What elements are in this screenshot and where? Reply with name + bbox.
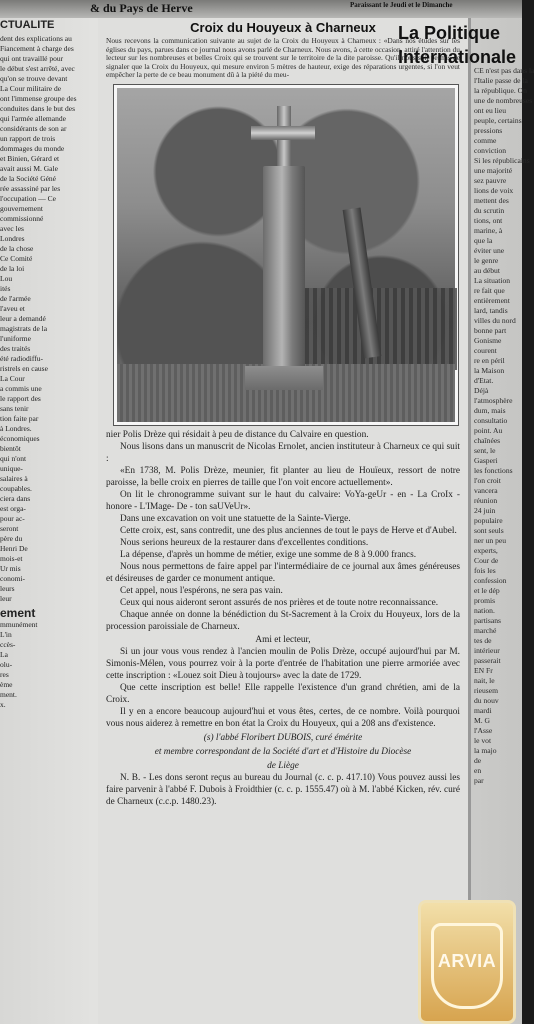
text-fragment: ont l'immense groupe des (0, 94, 77, 103)
text-fragment: re en péril (474, 356, 505, 365)
article-paragraph: Que cette inscription est belle! Elle rappelle l'existence d'un grand chrétien, ami de la Croix. (106, 682, 460, 705)
text-fragment: ont eu lieu (474, 106, 507, 115)
article-paragraph: Ami et lecteur, (255, 634, 311, 645)
article-headline: Croix du Houyeux à Charneux (190, 20, 376, 35)
text-fragment: en (474, 766, 482, 775)
text-fragment: ristrels en cause (0, 364, 48, 373)
text-fragment: qui n'ont (0, 454, 27, 463)
text-fragment: nait, le (474, 676, 495, 685)
text-fragment: salaires à (0, 474, 28, 483)
text-fragment: l'Italie passe de la (474, 76, 528, 85)
left-column (0, 18, 95, 1024)
text-fragment: passerait (474, 656, 501, 665)
text-fragment: villes du nord (474, 316, 516, 325)
text-fragment: partisans (474, 616, 501, 625)
text-fragment: nation. (474, 606, 495, 615)
left-column-text (0, 34, 95, 604)
text-fragment: par (474, 776, 484, 785)
text-fragment: intérieur (474, 646, 500, 655)
text-fragment: de l'armée (0, 294, 31, 303)
text-fragment: res (0, 670, 9, 679)
article-paragraph: nier Polis Drèze qui résidait à peu de distance du Calvaire en question. (106, 429, 369, 440)
text-fragment: lard, tandis (474, 306, 508, 315)
text-fragment: l'Asse (474, 726, 493, 735)
text-fragment: la majo (474, 746, 497, 755)
text-fragment: rieusem (474, 686, 499, 695)
article-signature-line: de Liège (267, 760, 299, 771)
text-fragment: père du (0, 534, 23, 543)
text-fragment: comme (474, 136, 497, 145)
text-fragment: à Londres. (0, 424, 32, 433)
arvia-watermark-badge (418, 900, 516, 1024)
text-fragment: et Binien, Gérard et (0, 154, 60, 163)
article-paragraph: La dépense, d'après un homme de métier, exige une somme de 8 à 9.000 francs. (120, 549, 417, 560)
text-fragment: l'occupation — Ce (0, 194, 56, 203)
text-fragment: bonne part (474, 326, 507, 335)
text-fragment: commissionné (0, 214, 44, 223)
text-fragment: le début s'est arrêté, avec (0, 64, 75, 73)
right-column-heading-1: La Politique (398, 23, 501, 43)
text-fragment: Ce Comité (0, 254, 33, 263)
text-fragment: coupables. (0, 484, 32, 493)
text-fragment: CE n'est pas dans la (474, 66, 534, 75)
text-fragment: magistrats de la (0, 324, 48, 333)
text-fragment: du scrutin (474, 206, 505, 215)
text-fragment: la Maison (474, 366, 505, 375)
text-fragment: un rapport de trois (0, 134, 56, 143)
text-fragment: sont seuls (474, 526, 504, 535)
text-fragment: La (0, 650, 8, 659)
text-fragment: une de nombreuses (474, 96, 533, 105)
text-fragment: 24 juin (474, 506, 496, 515)
text-fragment: le genre (474, 256, 499, 265)
text-fragment: La Cour (0, 374, 25, 383)
left-column-heading: CTUALITE (0, 19, 55, 31)
right-column-section-title: EN Fr (474, 666, 493, 675)
text-fragment: marché (474, 626, 497, 635)
text-fragment: tion faite par (0, 414, 39, 423)
text-fragment: les fonctions (474, 466, 513, 475)
text-fragment: mettent des (474, 196, 509, 205)
text-fragment: lions de voix (474, 186, 514, 195)
text-fragment: conomi- (0, 574, 25, 583)
masthead-right-line-1: Paraissant le Jeudi et le Dimanche (350, 1, 453, 9)
article-signature-line: (s) l'abbé Floribert DUBOIS, curé émérite (203, 732, 363, 743)
article-paragraph: Si un jour vous vous rendez à l'ancien moulin de Polis Drèze, occupé aujourd'hui par M. Simonis-Mélen, vous pourrez voir à la porte d'entrée de l'habitation une pierre armoriée avec cette inscription : «Louez soit Dieu à toujours» avec la date de 1729. (106, 646, 460, 681)
left-column-section-title: ement (0, 606, 36, 620)
article-paragraph: «En 1738, M. Polis Drèze, meunier, fit planter au lieu de Houïeux, ressort de notre paroisse, la belle croix en pierres de taille que l'on voit encore actuellement». (106, 465, 460, 488)
text-fragment: qui l'armée allemande (0, 114, 66, 123)
text-fragment: qu'on se trouve devant (0, 74, 68, 83)
text-fragment: L'in (0, 630, 12, 639)
text-fragment: une majorité (474, 166, 513, 175)
text-fragment: ner un peu (474, 536, 507, 545)
text-fragment: le rapport des (0, 394, 41, 403)
text-fragment: Henri De (0, 544, 28, 553)
text-fragment: pour ac- (0, 514, 25, 523)
arvia-watermark-text: ARVIA (437, 951, 497, 971)
masthead-strip (0, 0, 522, 18)
text-fragment: bientôt (0, 444, 21, 453)
text-fragment: experts, (474, 546, 498, 555)
text-fragment: sent, le (474, 446, 496, 455)
text-fragment: Lou (0, 274, 13, 283)
text-fragment: promis (474, 596, 496, 605)
article-note: N. B. - Les dons seront reçus au bureau du Journal (c. c. p. 417.10) Vous pouvez aussi les faire parvenir à l'abbé F. Dubois à Froidthier (c. c. p. 1555.47) où à M. l'abbé Kicken, rév. curé de Charneux (c.c.p. 1480.23). (106, 772, 460, 807)
text-fragment: Cour de (474, 556, 499, 565)
text-fragment: entièrement (474, 296, 510, 305)
text-fragment: qui ont travaillé pour (0, 54, 64, 63)
text-fragment: leur a demandé (0, 314, 46, 323)
right-column-heading-2: Internationale (398, 47, 517, 67)
text-fragment: du nouv (474, 696, 499, 705)
text-fragment: M. G (474, 716, 491, 725)
text-fragment: gouvernement (0, 204, 43, 213)
text-fragment: la république. On (474, 86, 527, 95)
masthead-left-text: & du Pays de Herve (90, 1, 193, 15)
text-fragment: point. Au (474, 426, 503, 435)
article-paragraph: Nous lisons dans un manuscrit de Nicolas Ernolet, ancien instituteur à Charneux ce qui suit : (106, 441, 460, 464)
text-fragment: consultatio (474, 416, 508, 425)
text-fragment: tions, ont (474, 216, 503, 225)
text-fragment: courent (474, 346, 497, 355)
text-fragment: dommages du monde (0, 144, 65, 153)
article-intro: Nous recevons la communication suivante au sujet de la Croix du Houyeux à Charneux : «Dans nos études sur les églises du pays, parues dans ce journal nous avons parlé de Charneux. Nous avons, à cette occasion, attiré l'attention du lecteur sur les nombreuses et belles Croix qui se trouvent sur le territoire de la dite paroisse. Qu'il nous soit permis de signaler que la Croix du Houyeux, qui mesure environ 5 mètres de hauteur, exige des réparations urgentes, si l'on veut empêcher la perte de ce beau monument dû à la piété du meu- (106, 36, 460, 80)
text-fragment: et le dép (474, 586, 500, 595)
text-fragment: ccès- (0, 640, 16, 649)
text-fragment: le vot (474, 736, 492, 745)
article-paragraph: Cet appel, nous l'espérons, ne sera pas vain. (120, 585, 283, 596)
text-fragment: Ur mis (0, 564, 21, 573)
text-fragment: l'on croit (474, 476, 501, 485)
text-fragment: réunion (474, 496, 498, 505)
text-fragment: de la chose (0, 244, 34, 253)
text-fragment: leurs (0, 584, 15, 593)
text-fragment: que la (474, 236, 493, 245)
text-fragment: La Cour militaire de (0, 84, 62, 93)
text-fragment: l'aveu et (0, 304, 25, 313)
text-fragment: d'Etat. (474, 376, 494, 385)
text-fragment: seront (0, 524, 19, 533)
article-signature-line: et membre correspondant de la Société d'art et d'Histoire du Diocèse (154, 746, 412, 757)
text-fragment: peuple, certains (474, 116, 522, 125)
article-paragraph: Cette croix, est, sans contredit, une des plus anciennes de tout le pays de Herve et d'Aubel. (120, 525, 457, 536)
text-fragment: La situation (474, 276, 511, 285)
text-fragment: dent des explications au (0, 34, 72, 43)
text-fragment: est orga- (0, 504, 26, 513)
center-article (98, 18, 468, 1024)
text-fragment: x. (0, 700, 6, 709)
text-fragment: fois les (474, 566, 496, 575)
article-paragraph: Dans une excavation on voit une statuette de la Sainte-Vierge. (120, 513, 351, 524)
text-fragment: rée assassiné par les (0, 184, 61, 193)
text-fragment: unique- (0, 464, 23, 473)
text-fragment: de (474, 756, 482, 765)
text-fragment: conviction (474, 146, 507, 155)
text-fragment: tes de (474, 636, 492, 645)
text-fragment: de la loi (0, 264, 25, 273)
text-fragment: considérants de son ar (0, 124, 67, 133)
text-fragment: au début (474, 266, 500, 275)
article-paragraph: On lit le chronogramme suivant sur le haut du calvaire: VoYa-geUr - en - La CroIx - honore - L'IMage- De - ton saUVeUr». (106, 489, 460, 512)
article-paragraph: Il y en a encore beaucoup aujourd'hui et vous êtes, certes, de ce nombre. Voilà pourquoi vous nous aiderez à remettre en bon état la Croix du Houyeux, qui a 208 ans d'existence. (106, 706, 460, 729)
text-fragment: sans tenir (0, 404, 29, 413)
text-fragment: éviter une (474, 246, 505, 255)
cross-photo (114, 85, 458, 425)
article-body (106, 429, 460, 808)
article-paragraph: Nous serions heureux de la restaurer dans d'excellentes conditions. (120, 537, 369, 548)
text-fragment: l'atmosphère (474, 396, 513, 405)
text-fragment: chaînées (474, 436, 501, 445)
text-fragment: ciera dans (0, 494, 31, 503)
text-fragment: Gonisme (474, 336, 502, 345)
text-fragment: mmunément (0, 620, 38, 629)
text-fragment: ment. (0, 690, 17, 699)
right-column-text (470, 66, 534, 666)
text-fragment: économiques (0, 434, 40, 443)
text-fragment: Déjà (474, 386, 489, 395)
text-fragment: olu- (0, 660, 13, 669)
text-fragment: mardi (474, 706, 492, 715)
text-fragment: confession (474, 576, 507, 585)
text-fragment: populaire (474, 516, 503, 525)
text-fragment: marine, à (474, 226, 503, 235)
text-fragment: l'uniforme (0, 334, 31, 343)
cross-column (263, 166, 305, 374)
text-fragment: dum, mais (474, 406, 506, 415)
text-fragment: avec les (0, 224, 24, 233)
text-fragment: avait aussi M. Gale (0, 164, 58, 173)
text-fragment: vancera (474, 486, 498, 495)
text-fragment: Gasperi (474, 456, 498, 465)
right-column-text-2 (470, 676, 522, 786)
text-fragment: leur (0, 594, 12, 603)
text-fragment: été radiodiffu- (0, 354, 43, 363)
text-fragment: a commis une (0, 384, 42, 393)
article-paragraph: Ceux qui nous aideront seront assurés de nos prières et de toute notre reconnaissance. (120, 597, 439, 608)
text-fragment: sez pauvre (474, 176, 507, 185)
text-fragment: ème (0, 680, 13, 689)
cross-pedestal (245, 366, 323, 390)
article-paragraph: Nous nous permettons de faire appel par l'intermédiaire de ce journal aux âmes généreuses et désireuses de garder ce monument antique. (106, 561, 460, 584)
text-fragment: re fait que (474, 286, 505, 295)
text-fragment: de la Société Géné (0, 174, 57, 183)
text-fragment: pressions (474, 126, 503, 135)
cross-top-horizontal (251, 126, 315, 140)
text-fragment: Londres (0, 234, 25, 243)
text-fragment: mois-et (0, 554, 23, 563)
text-fragment: conduites dans le but des (0, 104, 75, 113)
article-paragraph: Chaque année on donne la bénédiction du St-Sacrement à la Croix du Houyeux, lors de la procession paroissiale de Charneux. (106, 609, 460, 632)
text-fragment: ités (0, 284, 11, 293)
left-column-text-2 (0, 620, 95, 710)
text-fragment: des traités (0, 344, 31, 353)
text-fragment: Si les républicains (474, 156, 530, 165)
text-fragment: Fiancement à charge des (0, 44, 74, 53)
